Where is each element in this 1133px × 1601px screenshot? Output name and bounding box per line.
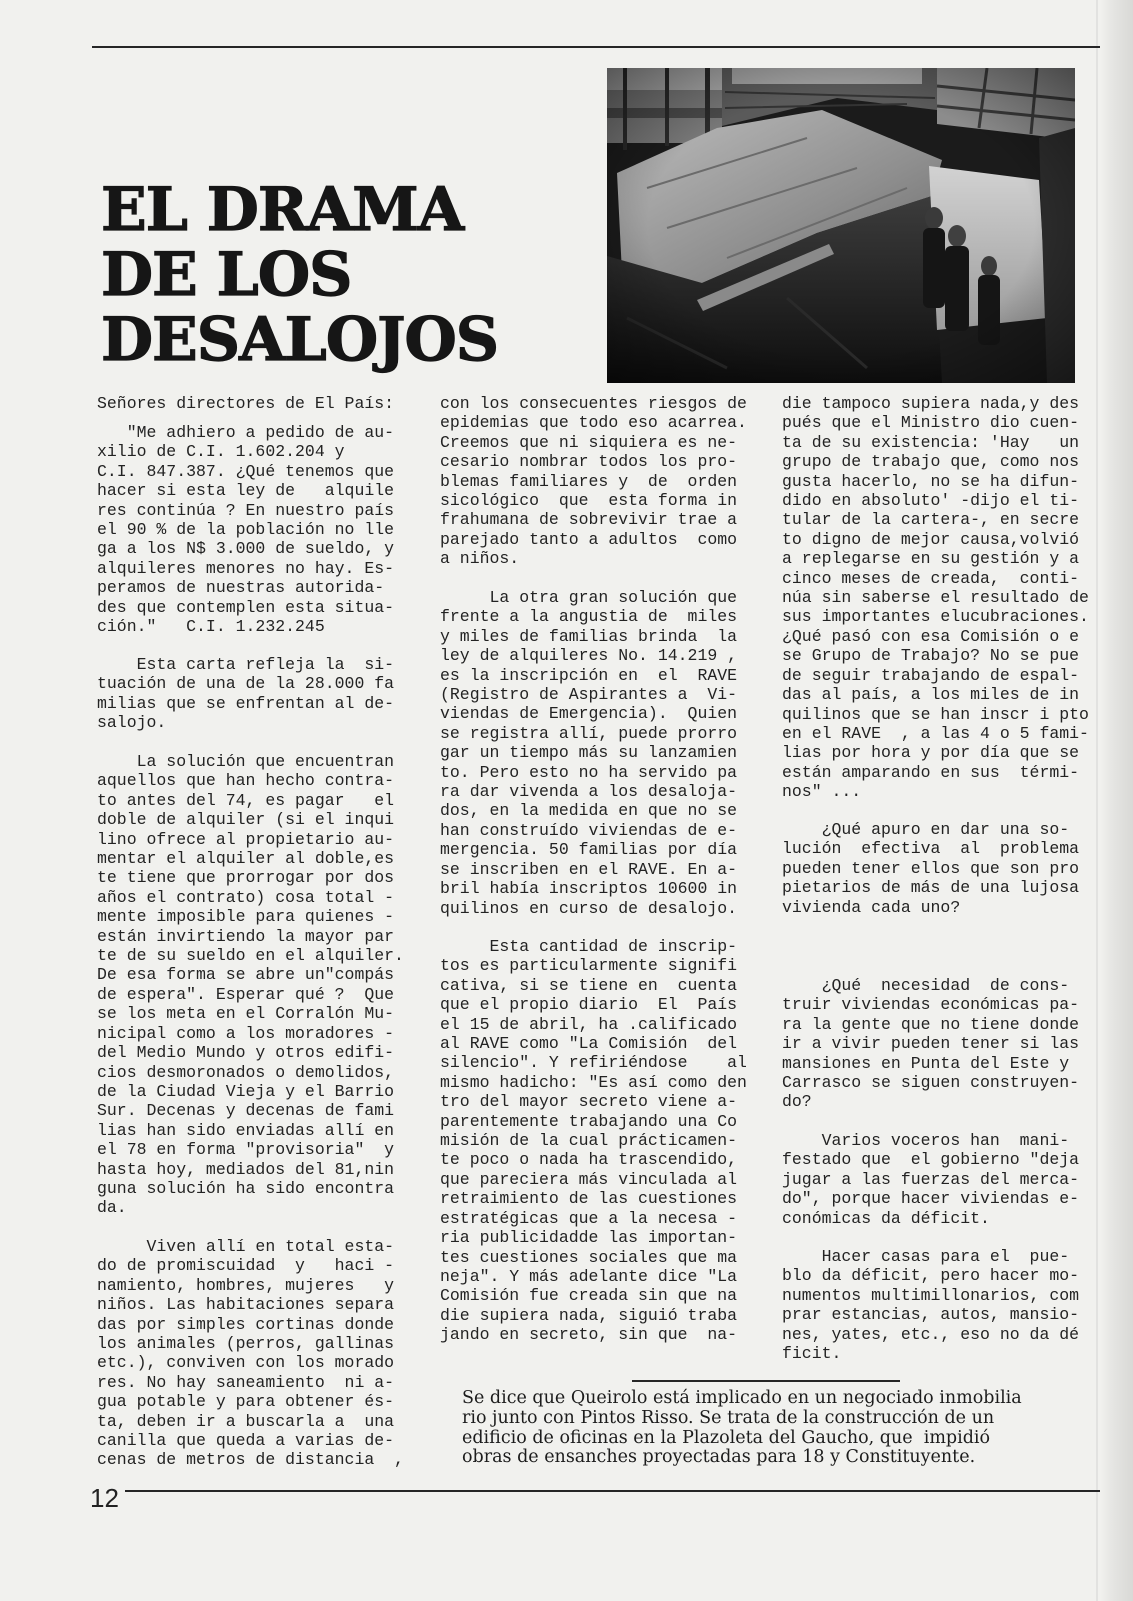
column-2-paragraph-2: La otra gran solución que frente a la angustia de miles y miles de familias brinda la ley de alquileres No. 14.219 , es la inscripción en el RAVE (Registro de Aspirantes a Vi- viendas de Emergencia). Quien se registra allí, puede prorro gar un tiempo más su lanzamien to. Pero esto no ha servido pa ra dar vivenda a los desaloja- dos, en la medida en que no se han construído viviendas de e- mergencia. 50 familias por día se inscriben en el RAVE. En a- bril había inscriptos 10600 in quilinos en curso de desalojo.: [440, 588, 738, 918]
column-3-paragraph-4: Varios voceros han mani- festado que el gobierno "deja jugar a las fuerzas del merca- do", porque hacer viviendas e- conómicas da déficit.: [782, 1131, 1080, 1228]
column-1-salutation: Señores directores de El País:: [97, 394, 395, 413]
headline-line-1: EL DRAMA: [101, 175, 464, 245]
shantytown-photo: [607, 68, 1075, 383]
column-2-paragraph-1: con los consecuentes riesgos de epidemias que todo eso acarrea. Creemos que ni siquiera es ne- cesario nombrar todos los pro- blemas familiares y de orden sicológico que esta forma in frahumana de sobrevivir trae a parejado tanto a adultos como a niños.: [440, 394, 747, 569]
column-3-paragraph-3: ¿Qué necesidad de cons- truir viviendas económicas pa- ra la gente que no tiene donde ir a vivir pueden tener si las mansiones en Punta del Este y Carrasco se siguen construyen- do?: [782, 976, 1080, 1112]
column-3-paragraph-5: Hacer casas para el pue- blo da déficit, pero hacer mo- numentos multimillonarios, com prar estancias, autos, mansio- nes, yates, etc., eso no da dé ficit.: [782, 1247, 1080, 1364]
headline-line-3: DESALOJOS: [101, 305, 499, 375]
note-separator-rule: [632, 1380, 900, 1382]
top-rule: [92, 46, 1100, 48]
column-1-paragraph-letter: "Me adhiero a pedido de au- xilio de C.I. 1.602.204 y C.I. 847.387. ¿Qué tenemos que hacer si esta ley de alquile res continúa ? En nuestro país el 90 % de la población no lle ga a los N$ 3.000 de sueldo, y alquileres menores no hay. Es- peramos de nuestras autorida- des que contemplen esta situa- ción." C.I. 1.232.245: [97, 423, 395, 637]
column-3-paragraph-2: ¿Qué apuro en dar una so- lución efectiva al problema pueden tener ellos que son pro pietarios de más de una lujosa vivienda cada uno?: [782, 820, 1080, 917]
paper-edge-shadow: [1100, 0, 1133, 1601]
headline-line-2: DE LOS: [101, 240, 352, 310]
column-1-paragraph-5: Viven allí en total esta- do de promiscuidad y haci - namiento, hombres, mujeres y niños. Las habitaciones separa das por simples cortinas donde los animales (perros, gallinas etc.), conviven con los morado res. No hay saneamiento ni a- gua potable y para obtener és- ta, deben ir a buscarla a una canilla que queda a varias de- cenas de metros de distancia ,: [97, 1237, 404, 1470]
column-3-paragraph-1: die tampoco supiera nada,y des pués que el Ministro dio cuen- ta de su existencia: 'Hay un grupo de trabajo que, como nos gusta hacerlo, no se ha difun- dido en absoluto' -dijo el ti- tular de la cartera-, en secre to digno de mejor causa,volvió a replegarse en su gestión y a cinco meses de creada, conti- núa sin saberse el resultado de sus importantes elucubraciones. ¿Qué pasó con esa Comisión o e se Grupo de Trabajo? No se pue de seguir trabajando de espal- das al país, a los miles de in quilinos que se han inscr i pto en el RAVE , a las 4 o 5 fami- lias por hora y por día que se están amparando en sus térmi- nos" ...: [782, 394, 1089, 802]
headline: [101, 175, 499, 375]
column-1-paragraph-4: La solución que encuentran aquellos que han hecho contra- to antes del 74, es pagar el doble de alquiler (si el inqui lino ofrece al propietario au- mentar el alquiler al doble,es te tiene que prorrogar por dos años el contrato) cosa total - mente imposible para quienes - están invirtiendo la mayor par te de su sueldo en el alquiler. De esa forma se abre un"compás de espera". Esperar qué ? Que se los meta en el Corralón Mu- nicipal como a los moradores - del Medio Mundo y otros edifi- cios desmoronados o demolidos, de la Ciudad Vieja y el Barrio Sur. Decenas y decenas de fami lias han sido enviadas allí en el 78 en forma "provisoria" y hasta hoy, mediados del 81,nin guna solución ha sido encontra da.: [97, 752, 404, 1218]
bottom-rule: [125, 1490, 1100, 1492]
boxed-note: Se dice que Queirolo está implicado en un negociado inmobilia rio junto con Pintos Risso. Se trata de la construcción de un edificio de oficinas en la Plazoleta del Gaucho, que impidió obras de ensanches proyectadas para 18 y Constituyente.: [462, 1388, 1022, 1468]
column-2-paragraph-3: Esta cantidad de inscrip- tos es particularmente signifi cativa, si se tiene en cuenta que el propio diario El País el 15 de abril, ha .calificado al RAVE como "La Comisión del silencio". Y refiriéndose al mismo hadicho: "Es así como den tro del mayor secreto viene a- parentemente trabajando una Co misión de la cual prácticamen- te poco o nada ha trascendido, que pareciera más vinculada al retraimiento de las cuestiones estratégicas que a la necesa - ria publicidadde las importan- tes cuestiones sociales que ma neja". Y más adelante dice "La Comisión fue creada sin que na die supiera nada, siguió traba jando en secreto, sin que na-: [440, 937, 747, 1345]
column-1-paragraph-3: Esta carta refleja la si- tuación de una de la 28.000 fa milias que se enfrentan al de- salojo.: [97, 655, 395, 733]
page-number: 12: [90, 1483, 119, 1513]
paper-fold-line: [1096, 0, 1098, 1601]
